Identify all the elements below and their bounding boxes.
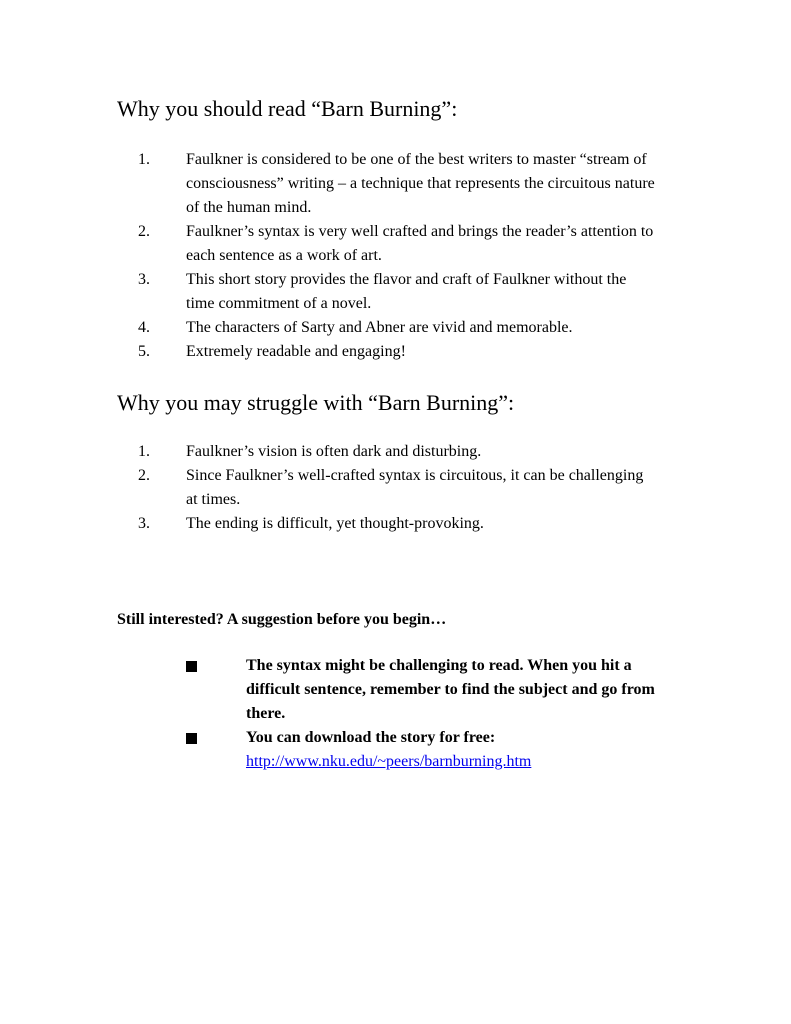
list-item-text: Extremely readable and engaging! xyxy=(186,343,406,360)
suggestion-bullet-list xyxy=(0,654,686,774)
story-download-link[interactable]: http://www.nku.edu/~peers/barnburning.htm xyxy=(246,753,532,770)
suggestion-heading: Still interested? A suggestion before you begin… xyxy=(117,611,447,628)
reasons-to-struggle-list xyxy=(0,440,656,536)
list-number: 2. xyxy=(138,467,150,484)
section-heading-why-struggle: Why you may struggle with “Barn Burning”: xyxy=(117,390,515,415)
list-number: 3. xyxy=(138,271,150,288)
list-item-text: Faulkner’s vision is often dark and disturbing. xyxy=(186,443,482,460)
list-item xyxy=(0,268,656,316)
section-heading-why-read: Why you should read “Barn Burning”: xyxy=(117,96,458,121)
list-number: 5. xyxy=(138,343,150,360)
list-item-text: The characters of Sarty and Abner are vivid and memorable. xyxy=(186,319,573,336)
list-number: 2. xyxy=(138,223,150,240)
list-item xyxy=(0,512,656,536)
list-item xyxy=(0,148,656,220)
list-number: 3. xyxy=(138,515,150,532)
list-item xyxy=(0,464,656,512)
list-item-text: Since Faulkner’s well-crafted syntax is circuitous, it can be challenging at times. xyxy=(186,467,644,508)
list-item xyxy=(0,654,686,726)
list-item-text: The ending is difficult, yet thought-provoking. xyxy=(186,515,484,532)
list-item-text: Faulkner’s syntax is very well crafted and brings the reader’s attention to each sentence as a work of art. xyxy=(186,223,654,264)
list-item xyxy=(0,220,656,268)
bullet-text: You can download the story for free: xyxy=(246,729,496,746)
square-bullet-icon xyxy=(186,733,197,744)
list-item-text: Faulkner is considered to be one of the best writers to master “stream of consciousness” writing – a technique that represents the circuitous nature of the human mind. xyxy=(186,151,655,216)
list-item-text: This short story provides the flavor and craft of Faulkner without the time commitment of a novel. xyxy=(186,271,627,312)
list-item xyxy=(0,440,656,464)
list-number: 1. xyxy=(138,443,150,460)
list-number: 1. xyxy=(138,151,150,168)
bullet-text: The syntax might be challenging to read. When you hit a difficult sentence, remember to find the subject and go from there. xyxy=(246,657,655,722)
list-item xyxy=(0,316,656,340)
list-number: 4. xyxy=(138,319,150,336)
list-item xyxy=(0,340,656,364)
reasons-to-read-list xyxy=(0,148,656,364)
list-item xyxy=(0,726,686,774)
square-bullet-icon xyxy=(186,661,197,672)
